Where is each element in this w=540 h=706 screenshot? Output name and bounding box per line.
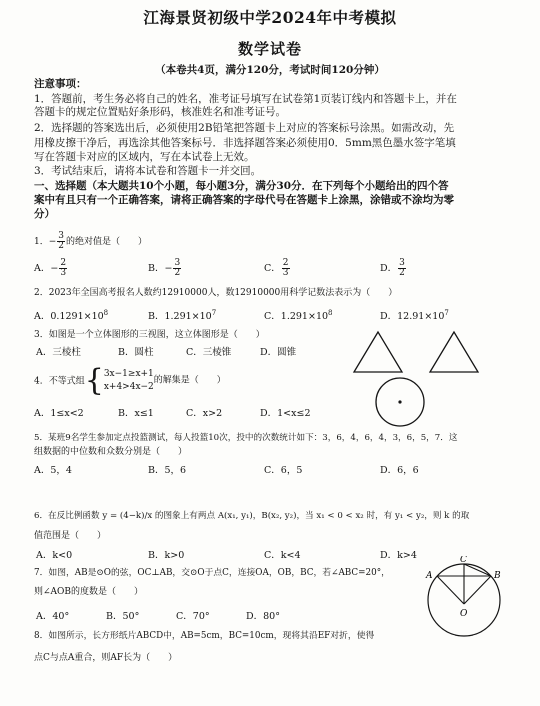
option-a[interactable]: A．40° <box>36 611 70 622</box>
option-c[interactable]: C．k<4 <box>264 550 301 561</box>
question-6-stem: 值范围是（ ） <box>34 531 107 541</box>
option-a[interactable]: A．$0.1291\times 10^8$ <box>34 308 109 322</box>
option-b[interactable]: B．$1.291\times 10^7$ <box>148 308 217 322</box>
option-d[interactable]: D． $\frac{3}{2}$ <box>380 258 405 278</box>
notice-line: 3．考试结束后，请将本试卷和答题卡一并交回。 <box>34 165 262 177</box>
option-c[interactable]: C．70° <box>176 611 210 622</box>
option-a[interactable]: A．1≤x<2 <box>34 408 84 419</box>
exam-title: 江海景贤初级中学2024年中考模拟 <box>143 8 397 27</box>
option-a[interactable]: A．k<0 <box>36 550 73 561</box>
question-7-stem: 7．如图，AB是⊙O的弦，OC⊥AB，交⊙O于点C，连接OA，OB，BC，若∠ABC=20°， <box>34 568 390 578</box>
label-o: O <box>460 609 468 619</box>
option-a[interactable]: A．− $\frac{2}{3}$ <box>34 258 67 278</box>
option-d[interactable]: D．$12.91\times 10^7$ <box>380 308 449 322</box>
option-d[interactable]: D．80° <box>246 611 280 622</box>
section-heading: 案中有且只有一个正确答案，请将正确答案的字母代号在答题卡上涂黑，涂错或不涂均为零 <box>34 194 454 206</box>
label-a: A <box>426 571 433 581</box>
option-b[interactable]: B．圆柱 <box>118 347 154 358</box>
option-b[interactable]: B．5，6 <box>148 465 187 476</box>
option-c[interactable]: C． $\frac{2}{3}$ <box>264 258 289 278</box>
segment-oa <box>437 576 464 604</box>
option-c[interactable]: C．x>2 <box>186 408 223 419</box>
question-1-stem: 1．− $\frac{3}{2}$ 的绝对值是（ ） <box>34 231 148 251</box>
label-b: B <box>494 571 501 581</box>
label-c: C <box>460 556 467 565</box>
option-a[interactable]: A．5，4 <box>34 465 72 476</box>
question-4-stem: 4．不等式组{ 3x−1≥x+1 x+4>4x−2 的解集是（ ） <box>34 363 226 398</box>
notice-line: 写在答题卡对应的区域内，写在本试卷上无效。 <box>34 151 255 163</box>
front-view-triangle <box>354 332 402 372</box>
question-3-stem: 3．如图是一个立体图形的三视图，这立体图形是（ ） <box>34 330 265 340</box>
segment-ob <box>464 576 491 604</box>
question-6-stem: 6．在反比例函数 y = (4−k)/x 的图象上有两点 A(x₁, y₁)，B(x₂, y₂)，当 x₁ < 0 < x₂ 时，有 y₁ < y₂，则 k 的取 <box>34 511 470 521</box>
notice-heading: 注意事项： <box>34 78 87 90</box>
notice-line: 用橡皮擦干净后，再选涂其他答案标号．非选择题答案必须使用0．5mm黑色墨水签字笔填 <box>34 137 456 149</box>
option-b[interactable]: B．50° <box>106 611 140 622</box>
side-view-triangle <box>430 332 478 372</box>
top-view-center <box>398 400 401 403</box>
option-c[interactable]: C．三棱锥 <box>186 347 232 358</box>
option-b[interactable]: B．− $\frac{3}{2}$ <box>148 258 181 278</box>
notice-line: 1．答题前，考生务必将自己的姓名，准考证号填写在试卷第1页装订线内和答题卡上，并在 <box>34 93 457 105</box>
option-b[interactable]: B．x≤1 <box>118 408 154 419</box>
exam-info: （本卷共4页，满分120分，考试时间120分钟） <box>155 64 385 76</box>
section-heading: 分） <box>34 208 55 220</box>
segment-bc <box>464 564 491 576</box>
option-a[interactable]: A．三棱柱 <box>36 347 81 358</box>
question-8-stem: 8．如图所示，长方形纸片ABCD中，AB=5cm，BC=10cm，现将其沿EF对折，使得 <box>34 631 375 641</box>
question-5-stem: 组数据的中位数和众数分别是（ ） <box>34 447 188 457</box>
option-d[interactable]: D．k>4 <box>380 550 417 561</box>
question-8-stem: 点C与点A重合，则AF长为（ ） <box>34 653 178 663</box>
question-2-stem: 2．2023年全国高考报名人数约12910000人，数12910000用科学记数法表示为（ ） <box>34 288 398 298</box>
option-c[interactable]: C．6，5 <box>264 465 303 476</box>
option-d[interactable]: D．6，6 <box>380 465 419 476</box>
three-view-figure <box>348 328 498 432</box>
notice-line: 2．选择题的答案选出后，必须使用2B铅笔把答题卡上对应的答案标号涂黑。如需改动，先 <box>34 122 455 134</box>
option-d[interactable]: D．1<x≤2 <box>260 408 311 419</box>
question-5-stem: 5．某班9名学生参加定点投篮测试，每人投篮10次，投中的次数统计如下：3，6，4，6，4，3，6，5，7．这 <box>34 433 458 443</box>
section-heading: 一、选择题（本大题共10个小题，每小题3分，满分30分．在下列每个小题给出的四个答 <box>34 180 449 192</box>
question-7-stem: 则∠AOB的度数是（ ） <box>34 587 144 597</box>
circle-figure <box>420 556 510 640</box>
notice-line: 答题卡的规定位置贴好条形码，核准姓名和准考证号。 <box>34 106 286 118</box>
option-d[interactable]: D．圆锥 <box>260 347 297 358</box>
exam-subject: 数学试卷 <box>237 40 302 58</box>
option-b[interactable]: B．k>0 <box>148 550 185 561</box>
option-c[interactable]: C．$1.291\times 10^8$ <box>264 308 333 322</box>
